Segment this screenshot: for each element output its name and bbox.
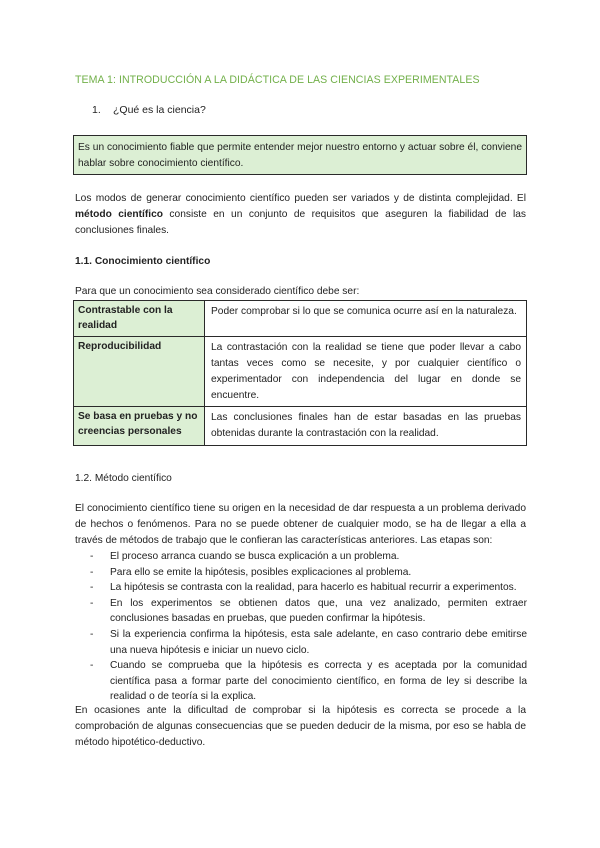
intro-bold-term: método científico <box>75 209 163 221</box>
table-row <box>74 337 527 407</box>
section-number: 1. <box>92 104 101 116</box>
highlight-box: Es un conocimiento fiable que permite entender mejor nuestro entorno y actuar sobre él, conviene hablar sobre conocimiento científico. <box>73 135 527 175</box>
list-dash: - <box>90 551 94 562</box>
closing-paragraph: En ocasiones ante la dificultad de comprobar si la hipótesis es correcta se procede a la comprobación de algunas consecuencias que se pueden deducir de la misma, por eso se habla de método hipotético-deductivo. <box>75 705 526 749</box>
list-dash: - <box>90 566 94 578</box>
list-item-text: Cuando se comprueba que la hipótesis es correcta y es aceptada por la comunidad científica pasa a formar parte del conocimiento científico, en forma de ley si describe la realidad o de teoría si la explica. <box>110 660 527 703</box>
list-dash: - <box>90 628 94 640</box>
table-value: Poder comprobar si lo que se comunica ocurre así en la naturaleza. <box>205 301 527 337</box>
table-key: Reproducibilidad <box>74 337 205 407</box>
table-lead-text: Para que un conocimiento sea considerado científico debe ser: <box>75 286 360 297</box>
list-item <box>90 580 527 596</box>
intro-text-end: consiste en un conjunto de requisitos que aseguren la fiabilidad de las conclusiones finales. <box>75 209 526 237</box>
table-value: La contrastación con la realidad se tiene que poder llevar a cabo tantas veces como se necesite, y por cualquier científico o experimentador con independencia del lugar en donde se encuentre. <box>205 337 527 407</box>
table-key: Contrastable con la realidad <box>74 301 205 337</box>
method-steps-list <box>90 549 527 705</box>
list-item-text: En los experimentos se obtienen datos que, una vez analizado, permiten extraer conclusiones basadas en pruebas, que pueden confirmar la hipótesis. <box>110 597 527 625</box>
list-item-text: Para ello se emite la hipótesis, posibles explicaciones al problema. <box>110 566 412 578</box>
table-row <box>74 301 527 337</box>
document-title: TEMA 1: INTRODUCCIÓN A LA DIDÁCTICA DE LAS CIENCIAS EXPERIMENTALES <box>75 74 480 86</box>
subsection-heading-2: 1.2. Método científico <box>75 473 172 484</box>
method-paragraph: El conocimiento científico tiene su origen en la necesidad de dar respuesta a un problema derivado de hechos o fenómenos. Para no se puede obtener de cualquier modo, se ha de llegar a ella a través de métodos de trabajo que le confieran las características anteriores. Las etapas son: <box>75 503 526 547</box>
table-key: Se basa en pruebas y no creencias personales <box>74 407 205 446</box>
intro-text-start: Los modos de generar conocimiento científico pueden ser variados y de distinta complejidad. El <box>75 193 526 204</box>
list-item-text: Si la experiencia confirma la hipótesis, esta sale adelante, en caso contrario debe emitirse una nueva hipótesis e iniciar un nuevo ciclo. <box>110 628 527 656</box>
list-item-text: La hipótesis se contrasta con la realidad, para hacerlo es habitual recurrir a experimentos. <box>110 582 517 594</box>
list-item-text: El proceso arranca cuando se busca explicación a un problema. <box>110 551 400 562</box>
list-dash: - <box>90 597 94 609</box>
list-item <box>90 565 527 581</box>
requirements-table <box>73 300 527 446</box>
subsection-heading-1: 1.1. Conocimiento científico <box>75 256 211 267</box>
list-dash: - <box>90 582 94 594</box>
list-item <box>90 658 527 705</box>
list-item <box>90 549 527 565</box>
table-value: Las conclusiones finales han de estar basadas en las pruebas obtenidas durante la contrastación con la realidad. <box>205 407 527 446</box>
list-item <box>90 627 527 658</box>
list-item <box>90 596 527 627</box>
section-heading <box>92 104 206 116</box>
intro-paragraph <box>75 191 526 240</box>
section-heading-text: ¿Qué es la ciencia? <box>113 104 206 116</box>
table-row <box>74 407 527 446</box>
list-dash: - <box>90 660 94 672</box>
